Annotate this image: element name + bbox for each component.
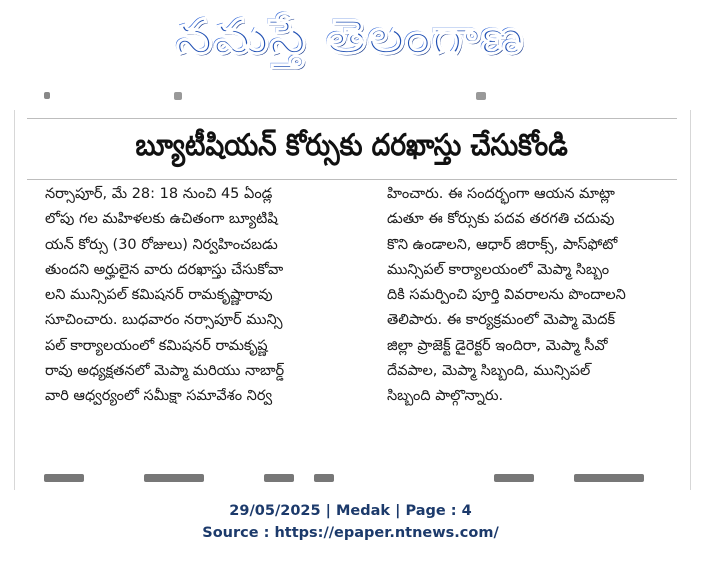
text-line: తెలిపారు. ఈ కార్యక్రమంలో మెప్మా మెదక్ [387, 312, 616, 329]
cropped-text-fragments-top [14, 92, 689, 106]
text-line: వారి ఆధ్వర్యంలో సమీక్షా సమావేశం నిర్వ [45, 388, 273, 405]
footer-source: Source : https://epaper.ntnews.com/ [202, 525, 499, 541]
headline-box [27, 118, 677, 180]
text-line: సూచించారు. బుధవారం నర్సాపూర్ మున్సి [45, 312, 283, 329]
cropped-text-fragments-bottom [14, 474, 689, 486]
text-line: సిబ్బంది పాల్గొన్నారు. [387, 388, 504, 405]
article [14, 110, 691, 490]
text-line: మున్సిపల్ కార్యాలయంలో మెప్మా సిబ్బం [387, 261, 610, 278]
footer [0, 500, 701, 544]
footer-date-edition: 29/05/2025 | Medak | Page : 4 [229, 503, 472, 519]
text-line: పల్ కార్యాలయంలో కమిషనర్ రామకృష్ణ [45, 337, 268, 354]
text-line: దికి సమర్పించి పూర్తి వివరాలను పొందాలని [387, 287, 626, 304]
text-line: దేవపాల, మెప్మా సిబ్బంది, మున్సిపల్ [387, 363, 591, 380]
text-line: హించారు. ఈ సందర్భంగా ఆయన మాట్లా [387, 186, 615, 202]
text-line: తుందని అర్హులైన వారు దరఖాస్తు చేసుకోవా [45, 261, 284, 278]
article-column-right [387, 182, 697, 410]
masthead [0, 0, 701, 86]
text-line: రావు అధ్యక్షతనలో మెప్మా మరియు నాబార్డ్ [45, 363, 285, 380]
article-headline: బ్యూటీషియన్ కోర్సుకు దరఖాస్తు చేసుకోండి [135, 128, 569, 163]
text-line: డుతూ ఈ కోర్సుకు పదవ తరగతి చదువు [387, 211, 615, 228]
text-line: లని మున్సిపల్ కమిషనర్ రామకృష్ణారావు [45, 287, 273, 304]
masthead-logo: నమస్తే తెలంగాణ [176, 9, 525, 65]
text-line: యన్ కోర్సు (30 రోజులు) నిర్వహించబడు [45, 236, 278, 253]
text-line: జిల్లా ప్రాజెక్ట్ డైరెక్టర్ ఇందిరా, మెప్మా సీవో [387, 337, 608, 354]
text-line: లోపు గల మహిళలకు ఉచితంగా బ్యూటిషి [45, 211, 278, 228]
article-column-left [45, 182, 355, 410]
text-line: కొని ఉండాలని, ఆధార్ జిరాక్స్, పాస్‌ఫోటో [387, 236, 618, 253]
text-line: నర్సాపూర్, మే 28: 18 నుంచి 45 ఏండ్ల [45, 186, 273, 202]
